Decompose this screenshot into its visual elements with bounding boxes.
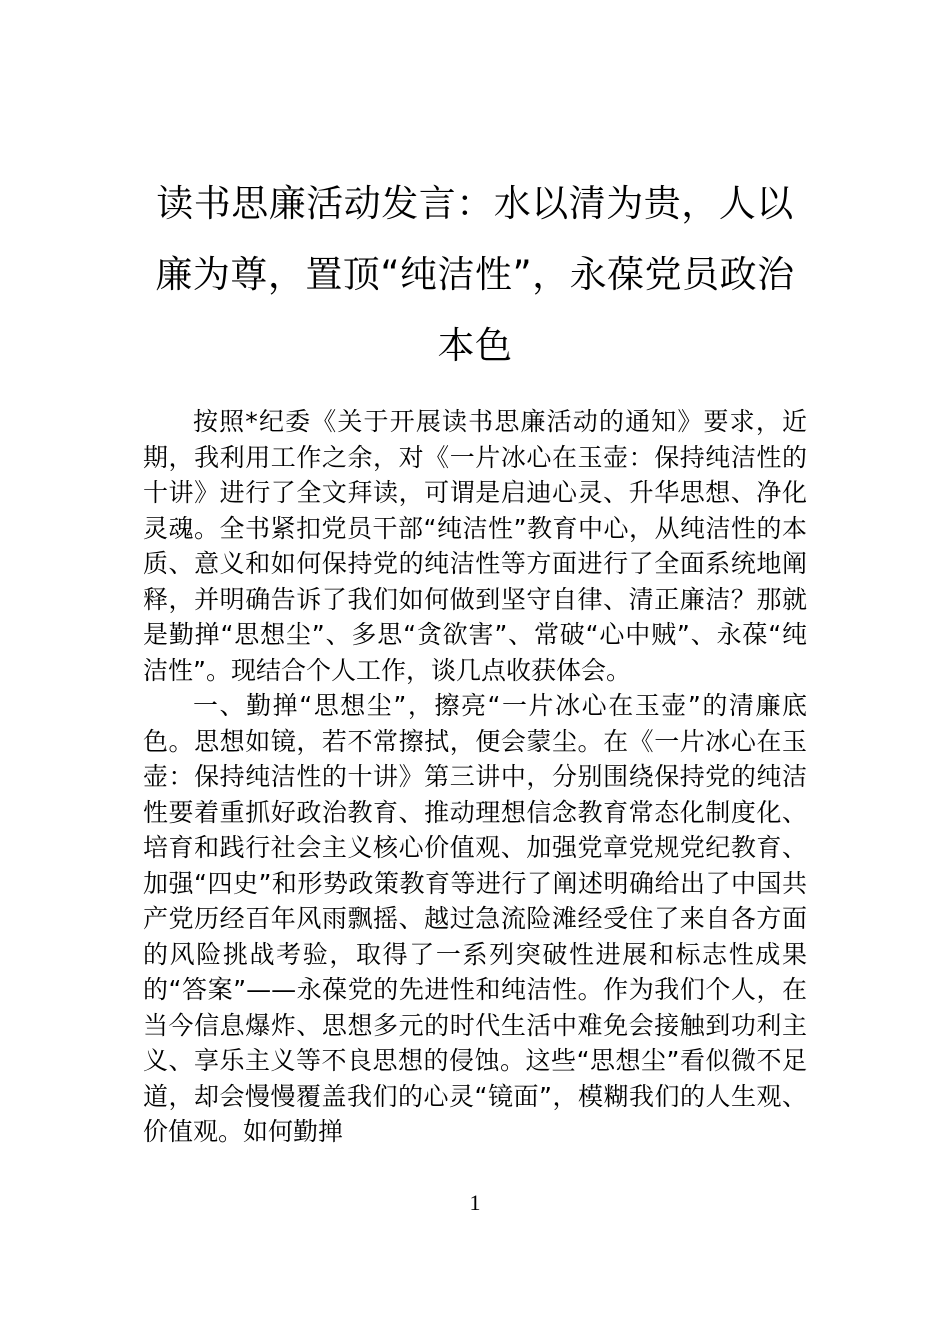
page-number: 1 [469, 1190, 481, 1215]
document-title: 读书思廉活动发言：水以清为贵，人以廉为尊，置顶“纯洁性”，永葆党员政治本色 [155, 182, 795, 367]
paragraph-intro: 按照*纪委《关于开展读书思廉活动的通知》要求，近期，我利用工作之余，对《一片冰心在玉壶：保持纯洁性的十讲》进行了全文拜读，可谓是启迪心灵、升华思想、净化灵魂。全书紧扣党员干部“纯洁性”教育中心，从纯洁性的本质、意义和如何保持党的纯洁性等方面进行了全面系统地阐释，并明确告诉了我们如何做到坚守自律、清正廉洁？那就是勤掸“思想尘”、多思“贪欲害”、常破“心中贼”、永葆“纯洁性”。现结合个人工作，谈几点收获体会。 [143, 407, 807, 685]
document-body [143, 404, 807, 1150]
paragraph-section-one: 一、勤掸“思想尘”，擦亮“一片冰心在玉壶”的清廉底色。思想如镜，若不常擦拭，便会蒙尘。在《一片冰心在玉壶：保持纯洁性的十讲》第三讲中，分别围绕保持党的纯洁性要着重抓好政治教育、推动理想信念教育常态化制度化、培育和践行社会主义核心价值观、加强党章党规党纪教育、加强“四史”和形势政策教育等进行了阐述明确给出了中国共产党历经百年风雨飘摇、越过急流险滩经受住了来自各方面的风险挑战考验，取得了一系列突破性进展和标志性成果的“答案”——永葆党的先进性和纯洁性。作为我们个人，在当今信息爆炸、思想多元的时代生活中难免会接触到功利主义、享乐主义等不良思想的侵蚀。这些“思想尘”看似微不足道，却会慢慢覆盖我们的心灵“镜面”，模糊我们的人生观、价值观。如何勤掸 [143, 691, 807, 1146]
